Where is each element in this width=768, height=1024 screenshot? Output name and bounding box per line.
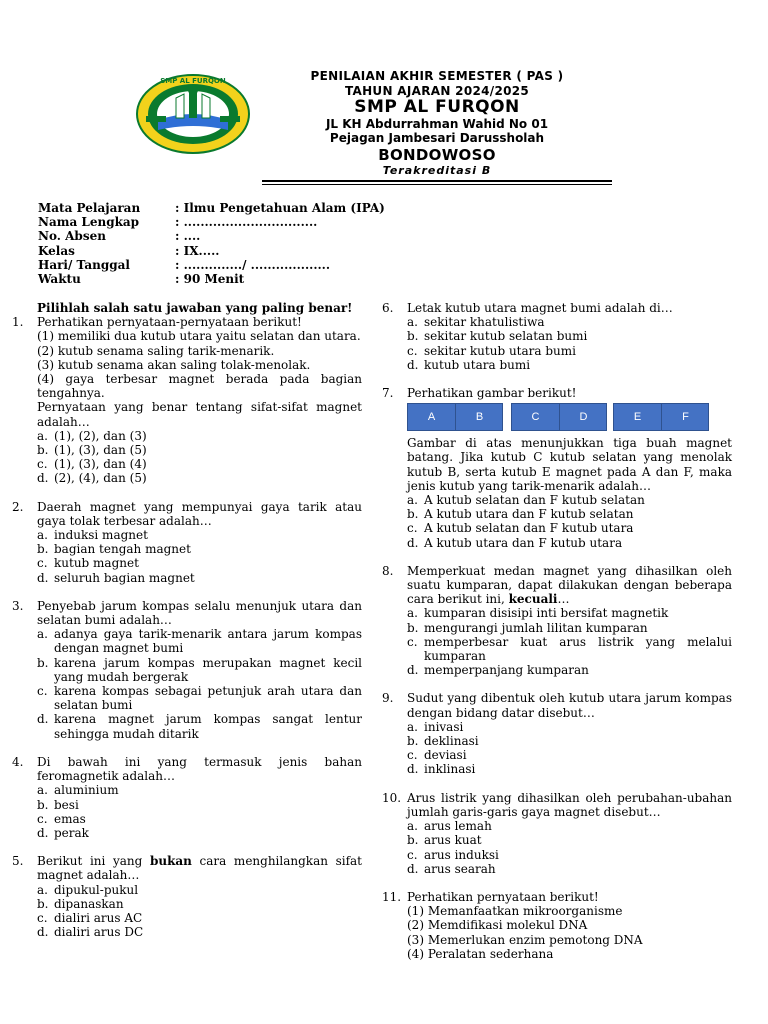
option-text: dipukul-pukul xyxy=(54,882,139,897)
question-number: 4. xyxy=(12,754,24,769)
option[interactable] xyxy=(12,712,362,740)
question-11 xyxy=(382,890,732,961)
option[interactable] xyxy=(382,734,732,748)
statement: (3) Memerlukan enzim pemotong DNA xyxy=(407,932,643,947)
school-name: SMP AL FURQON xyxy=(354,97,520,117)
info-value: : IX..... xyxy=(175,243,220,258)
statement: (2) kutub senama saling tarik-menarik. xyxy=(37,343,275,358)
question-text: Letak kutub utara magnet bumi adalah di… xyxy=(407,301,673,315)
statement: (4) Peralatan sederhana xyxy=(407,946,554,961)
question-text: Sudut yang dibentuk oleh kutub utara jarum kompas dengan bidang datar disebut… xyxy=(407,691,732,720)
option-text: A kutub utara dan F kutub utara xyxy=(424,535,623,550)
option-text: adanya gaya tarik-menarik antara jarum kompas dengan magnet bumi xyxy=(54,627,362,656)
option-text: kutub utara bumi xyxy=(424,357,531,372)
option[interactable] xyxy=(12,883,362,897)
option-text: memperbesar kuat arus listrik yang melalui kumparan xyxy=(424,634,732,664)
option-letter: c. xyxy=(407,521,418,536)
school-address: JL KH Abdurrahman Wahid No 01 xyxy=(325,117,549,131)
statement: (3) kutub senama akan saling tolak-menolak. xyxy=(37,357,311,372)
option-text: karena kompas sebagai petunjuk arah utara dan selatan bumi xyxy=(54,684,362,713)
option[interactable] xyxy=(382,358,732,372)
option-letter: a. xyxy=(37,428,48,443)
magnet-pole-a: A xyxy=(427,411,436,424)
option-letter: a. xyxy=(37,528,48,543)
academic-year: TAHUN AJARAN 2024/2025 xyxy=(344,84,530,98)
school-city: BONDOWOSO xyxy=(378,146,496,164)
magnet-pole-b: B xyxy=(475,411,484,424)
option-text: emas xyxy=(54,811,86,826)
option-letter: c. xyxy=(37,811,48,826)
statement: (1) Memanfaatkan mikroorganisme xyxy=(407,904,623,919)
option[interactable] xyxy=(12,798,362,812)
option-text: induksi magnet xyxy=(54,528,148,543)
info-label: Mata Pelajaran xyxy=(38,201,141,215)
option-text: besi xyxy=(54,797,79,812)
bar-magnet-3 xyxy=(613,403,709,431)
spacer xyxy=(382,777,732,791)
option-text: sekitar kutub selatan bumi xyxy=(424,329,588,344)
exam-header xyxy=(0,0,768,190)
option[interactable] xyxy=(382,329,732,343)
option-letter: a. xyxy=(37,882,48,897)
option-letter: b. xyxy=(407,329,419,344)
question-text-part: Memperkuat medan magnet yang dihasilkan oleh suatu kumparan, dapat dilakukan dengan beberapa cara berikut ini, xyxy=(407,563,732,607)
option-letter: b. xyxy=(407,734,419,749)
svg-text:SMP AL FURQON: SMP AL FURQON xyxy=(160,77,226,85)
question-text xyxy=(407,564,732,607)
spacer xyxy=(12,840,362,854)
option-letter: c. xyxy=(37,457,48,472)
spacer xyxy=(12,486,362,500)
option-text: aluminium xyxy=(54,783,119,798)
option-text: kutub magnet xyxy=(54,556,139,571)
question-text: Arus listrik yang dihasilkan oleh perubahan-ubahan jumlah garis-garis gaya magnet disebut… xyxy=(407,790,732,819)
option[interactable] xyxy=(382,833,732,847)
option[interactable] xyxy=(12,812,362,826)
question-10 xyxy=(382,791,732,819)
option[interactable] xyxy=(12,556,362,570)
option-text: arus kuat xyxy=(424,833,482,848)
option[interactable] xyxy=(382,848,732,862)
option-text: dialiri arus DC xyxy=(54,925,144,940)
question-text: Daerah magnet yang mempunyai gaya tarik atau gaya tolak terbesar adalah… xyxy=(37,499,362,528)
option-text: inivasi xyxy=(424,719,464,734)
bar-magnet-1 xyxy=(407,403,503,431)
option-text: karena magnet jarum kompas sangat lentur sehingga mudah ditarik xyxy=(54,712,362,741)
question-prompt: Pernyataan yang benar tentang sifat-sifat magnet adalah… xyxy=(37,400,362,429)
option-letter: a. xyxy=(407,719,418,734)
option[interactable] xyxy=(12,542,362,556)
option-letter: c. xyxy=(407,634,418,649)
info-label: Hari/ Tanggal xyxy=(38,257,130,272)
question-7-body xyxy=(382,436,732,493)
exam-title: PENILAIAN AKHIR SEMESTER ( PAS ) xyxy=(310,69,564,83)
question-number: 8. xyxy=(382,563,394,578)
option-text: arus induksi xyxy=(424,847,499,862)
spacer xyxy=(12,741,362,755)
option[interactable] xyxy=(12,571,362,585)
question-6 xyxy=(382,301,732,315)
option-letter: c. xyxy=(37,556,48,571)
option-text: A kutub selatan dan F kutub utara xyxy=(424,521,634,536)
question-7 xyxy=(382,386,732,400)
spacer xyxy=(382,677,732,691)
question-4 xyxy=(12,755,362,783)
option-text: inklinasi xyxy=(424,762,476,777)
question-number: 1. xyxy=(12,315,24,330)
option-text: sekitar khatulistiwa xyxy=(424,315,545,330)
question-1 xyxy=(12,315,362,429)
option[interactable] xyxy=(12,429,362,443)
option-text: seluruh bagian magnet xyxy=(54,570,195,585)
option[interactable] xyxy=(382,762,732,776)
info-label: Waktu xyxy=(38,271,81,286)
question-number: 11. xyxy=(382,889,402,904)
option-letter: c. xyxy=(407,343,418,358)
option-text: karena jarum kompas merupakan magnet kecil yang mudah bergerak xyxy=(54,655,362,684)
question-number: 10. xyxy=(382,790,402,805)
option-letter: b. xyxy=(37,896,49,911)
option[interactable] xyxy=(382,748,732,762)
info-value: : 90 Menit xyxy=(175,271,245,286)
option-letter: a. xyxy=(407,819,418,834)
bar-magnets-figure xyxy=(407,401,732,435)
option-letter: a. xyxy=(37,627,48,642)
option[interactable] xyxy=(12,911,362,925)
option[interactable] xyxy=(382,621,732,635)
magnet-pole-d: D xyxy=(579,411,588,424)
option[interactable] xyxy=(12,443,362,457)
option-text: (1), (3), dan (4) xyxy=(54,457,147,472)
instruction: Pilihlah salah satu jawaban yang paling benar! xyxy=(37,301,353,315)
option[interactable] xyxy=(12,528,362,542)
option-letter: a. xyxy=(407,315,418,330)
option-letter: d. xyxy=(407,762,419,777)
option[interactable] xyxy=(382,862,732,876)
option[interactable] xyxy=(12,897,362,911)
question-emphasis: bukan xyxy=(149,854,192,869)
option[interactable] xyxy=(12,627,362,655)
option[interactable] xyxy=(12,656,362,684)
magnet-pole-c: C xyxy=(531,411,540,424)
option-text: sekitar kutub utara bumi xyxy=(424,343,576,358)
option-text: bagian tengah magnet xyxy=(54,542,191,557)
question-text: Penyebab jarum kompas selalu menunjuk utara dan selatan bumi adalah… xyxy=(37,598,362,628)
option[interactable] xyxy=(382,606,732,620)
bar-magnet-2 xyxy=(511,403,607,431)
option[interactable] xyxy=(12,826,362,840)
question-text: Di bawah ini yang termasuk jenis bahan feromagnetik adalah… xyxy=(37,754,362,784)
question-9 xyxy=(382,691,732,719)
option-letter: b. xyxy=(407,833,419,848)
option[interactable] xyxy=(382,720,732,734)
option-letter: d. xyxy=(37,925,49,940)
spacer xyxy=(382,876,732,890)
spacer xyxy=(382,372,732,386)
option-letter: d. xyxy=(407,535,419,550)
option-text: A kutub utara dan F kutub selatan xyxy=(424,507,634,522)
info-label: Nama Lengkap xyxy=(38,215,140,230)
info-value: : ................................ xyxy=(175,215,318,230)
option-letter: d. xyxy=(37,825,49,840)
option-letter: b. xyxy=(37,542,49,557)
option[interactable] xyxy=(382,507,732,521)
question-text-part: Berikut ini yang xyxy=(37,854,150,869)
option[interactable] xyxy=(382,315,732,329)
option[interactable] xyxy=(382,536,732,550)
question-2 xyxy=(12,500,362,528)
option-letter: d. xyxy=(37,712,49,727)
option-text: (1), (2), dan (3) xyxy=(54,428,147,443)
option-letter: b. xyxy=(407,507,419,522)
statement: (4) gaya terbesar magnet berada pada bagian tengahnya. xyxy=(37,372,362,401)
option-text: A kutub selatan dan F kutub selatan xyxy=(424,493,645,508)
option-text: deviasi xyxy=(424,748,467,763)
option-letter: b. xyxy=(37,443,49,458)
option-text: arus searah xyxy=(424,861,496,876)
option-text: (2), (4), dan (5) xyxy=(54,471,147,486)
statement: (2) Memdifikasi molekul DNA xyxy=(407,918,588,933)
question-text: Perhatikan gambar berikut! xyxy=(407,386,577,401)
question-number: 3. xyxy=(12,598,24,613)
question-text-part: … xyxy=(557,592,570,607)
option-letter: a. xyxy=(37,783,48,798)
header-rule xyxy=(262,180,612,182)
option[interactable] xyxy=(382,663,732,677)
option-letter: c. xyxy=(407,748,418,763)
option-text: memperpanjang kumparan xyxy=(424,663,589,678)
option-letter: a. xyxy=(407,606,418,621)
magnet-pole-f: F xyxy=(682,411,689,424)
option-letter: a. xyxy=(407,493,418,508)
right-column xyxy=(382,301,732,961)
option-letter: b. xyxy=(37,655,49,670)
option[interactable] xyxy=(382,819,732,833)
question-text: Perhatikan pernyataan-pernyataan berikut! xyxy=(37,315,302,330)
header-rule-thin xyxy=(262,184,612,185)
question-number: 2. xyxy=(12,499,24,514)
spacer xyxy=(12,585,362,599)
option-letter: d. xyxy=(407,861,419,876)
question-8 xyxy=(382,564,732,607)
question-text-part: cara menghilangkan sifat magnet adalah… xyxy=(37,854,362,883)
statement: (1) memiliki dua kutub utara yaitu selatan dan utara. xyxy=(37,329,361,344)
question-number: 6. xyxy=(382,301,394,315)
spacer xyxy=(382,550,732,564)
info-value: : .... xyxy=(175,229,201,244)
option-letter: d. xyxy=(407,357,419,372)
info-value: : Ilmu Pengetahuan Alam (IPA) xyxy=(175,201,385,215)
question-5 xyxy=(12,854,362,882)
question-text xyxy=(37,854,362,882)
question-text: Perhatikan pernyataan berikut! xyxy=(407,889,599,904)
accreditation: Terakreditasi B xyxy=(382,164,492,177)
left-column xyxy=(12,301,362,939)
info-label: Kelas xyxy=(38,243,75,258)
option-text: arus lemah xyxy=(424,819,492,834)
question-prompt: Gambar di atas menunjukkan tiga buah magnet batang. Jika kutub C kutub selatan yang menolak kutub B, serta kutub E magnet pada A dan F, maka jenis kutub yang tarik-menarik adalah… xyxy=(407,436,732,493)
option-text: dialiri arus AC xyxy=(54,910,143,925)
question-number: 5. xyxy=(12,854,24,869)
option-text: dipanaskan xyxy=(54,896,124,911)
info-value: : ............../ ................... xyxy=(175,257,331,272)
option-letter: d. xyxy=(37,570,49,585)
option-letter: c. xyxy=(37,910,48,925)
question-emphasis: kecuali xyxy=(508,592,558,607)
option[interactable] xyxy=(12,471,362,485)
option-letter: d. xyxy=(407,663,419,678)
option-text: kumparan disisipi inti bersifat magnetik xyxy=(424,606,669,621)
option[interactable] xyxy=(12,684,362,712)
question-number: 7. xyxy=(382,386,394,401)
school-address-2: Pejagan Jambesari Darussholah xyxy=(329,131,545,145)
option[interactable] xyxy=(12,457,362,471)
question-number: 9. xyxy=(382,691,394,706)
option-letter: b. xyxy=(37,797,49,812)
option-letter: c. xyxy=(37,684,48,699)
option-letter: b. xyxy=(407,620,419,635)
school-logo xyxy=(136,74,250,154)
option[interactable] xyxy=(382,493,732,507)
option-text: deklinasi xyxy=(424,734,479,749)
magnet-pole-e: E xyxy=(633,411,642,424)
option-text: mengurangi jumlah lilitan kumparan xyxy=(424,620,648,635)
option-letter: c. xyxy=(407,847,418,862)
question-3 xyxy=(12,599,362,627)
option[interactable] xyxy=(12,783,362,797)
option[interactable] xyxy=(382,521,732,535)
option[interactable] xyxy=(382,344,732,358)
option-text: (1), (3), dan (5) xyxy=(54,443,147,458)
option-letter: d. xyxy=(37,471,49,486)
option-text: perak xyxy=(54,825,89,840)
info-label: No. Absen xyxy=(38,229,106,244)
option[interactable] xyxy=(12,925,362,939)
option[interactable] xyxy=(382,635,732,663)
